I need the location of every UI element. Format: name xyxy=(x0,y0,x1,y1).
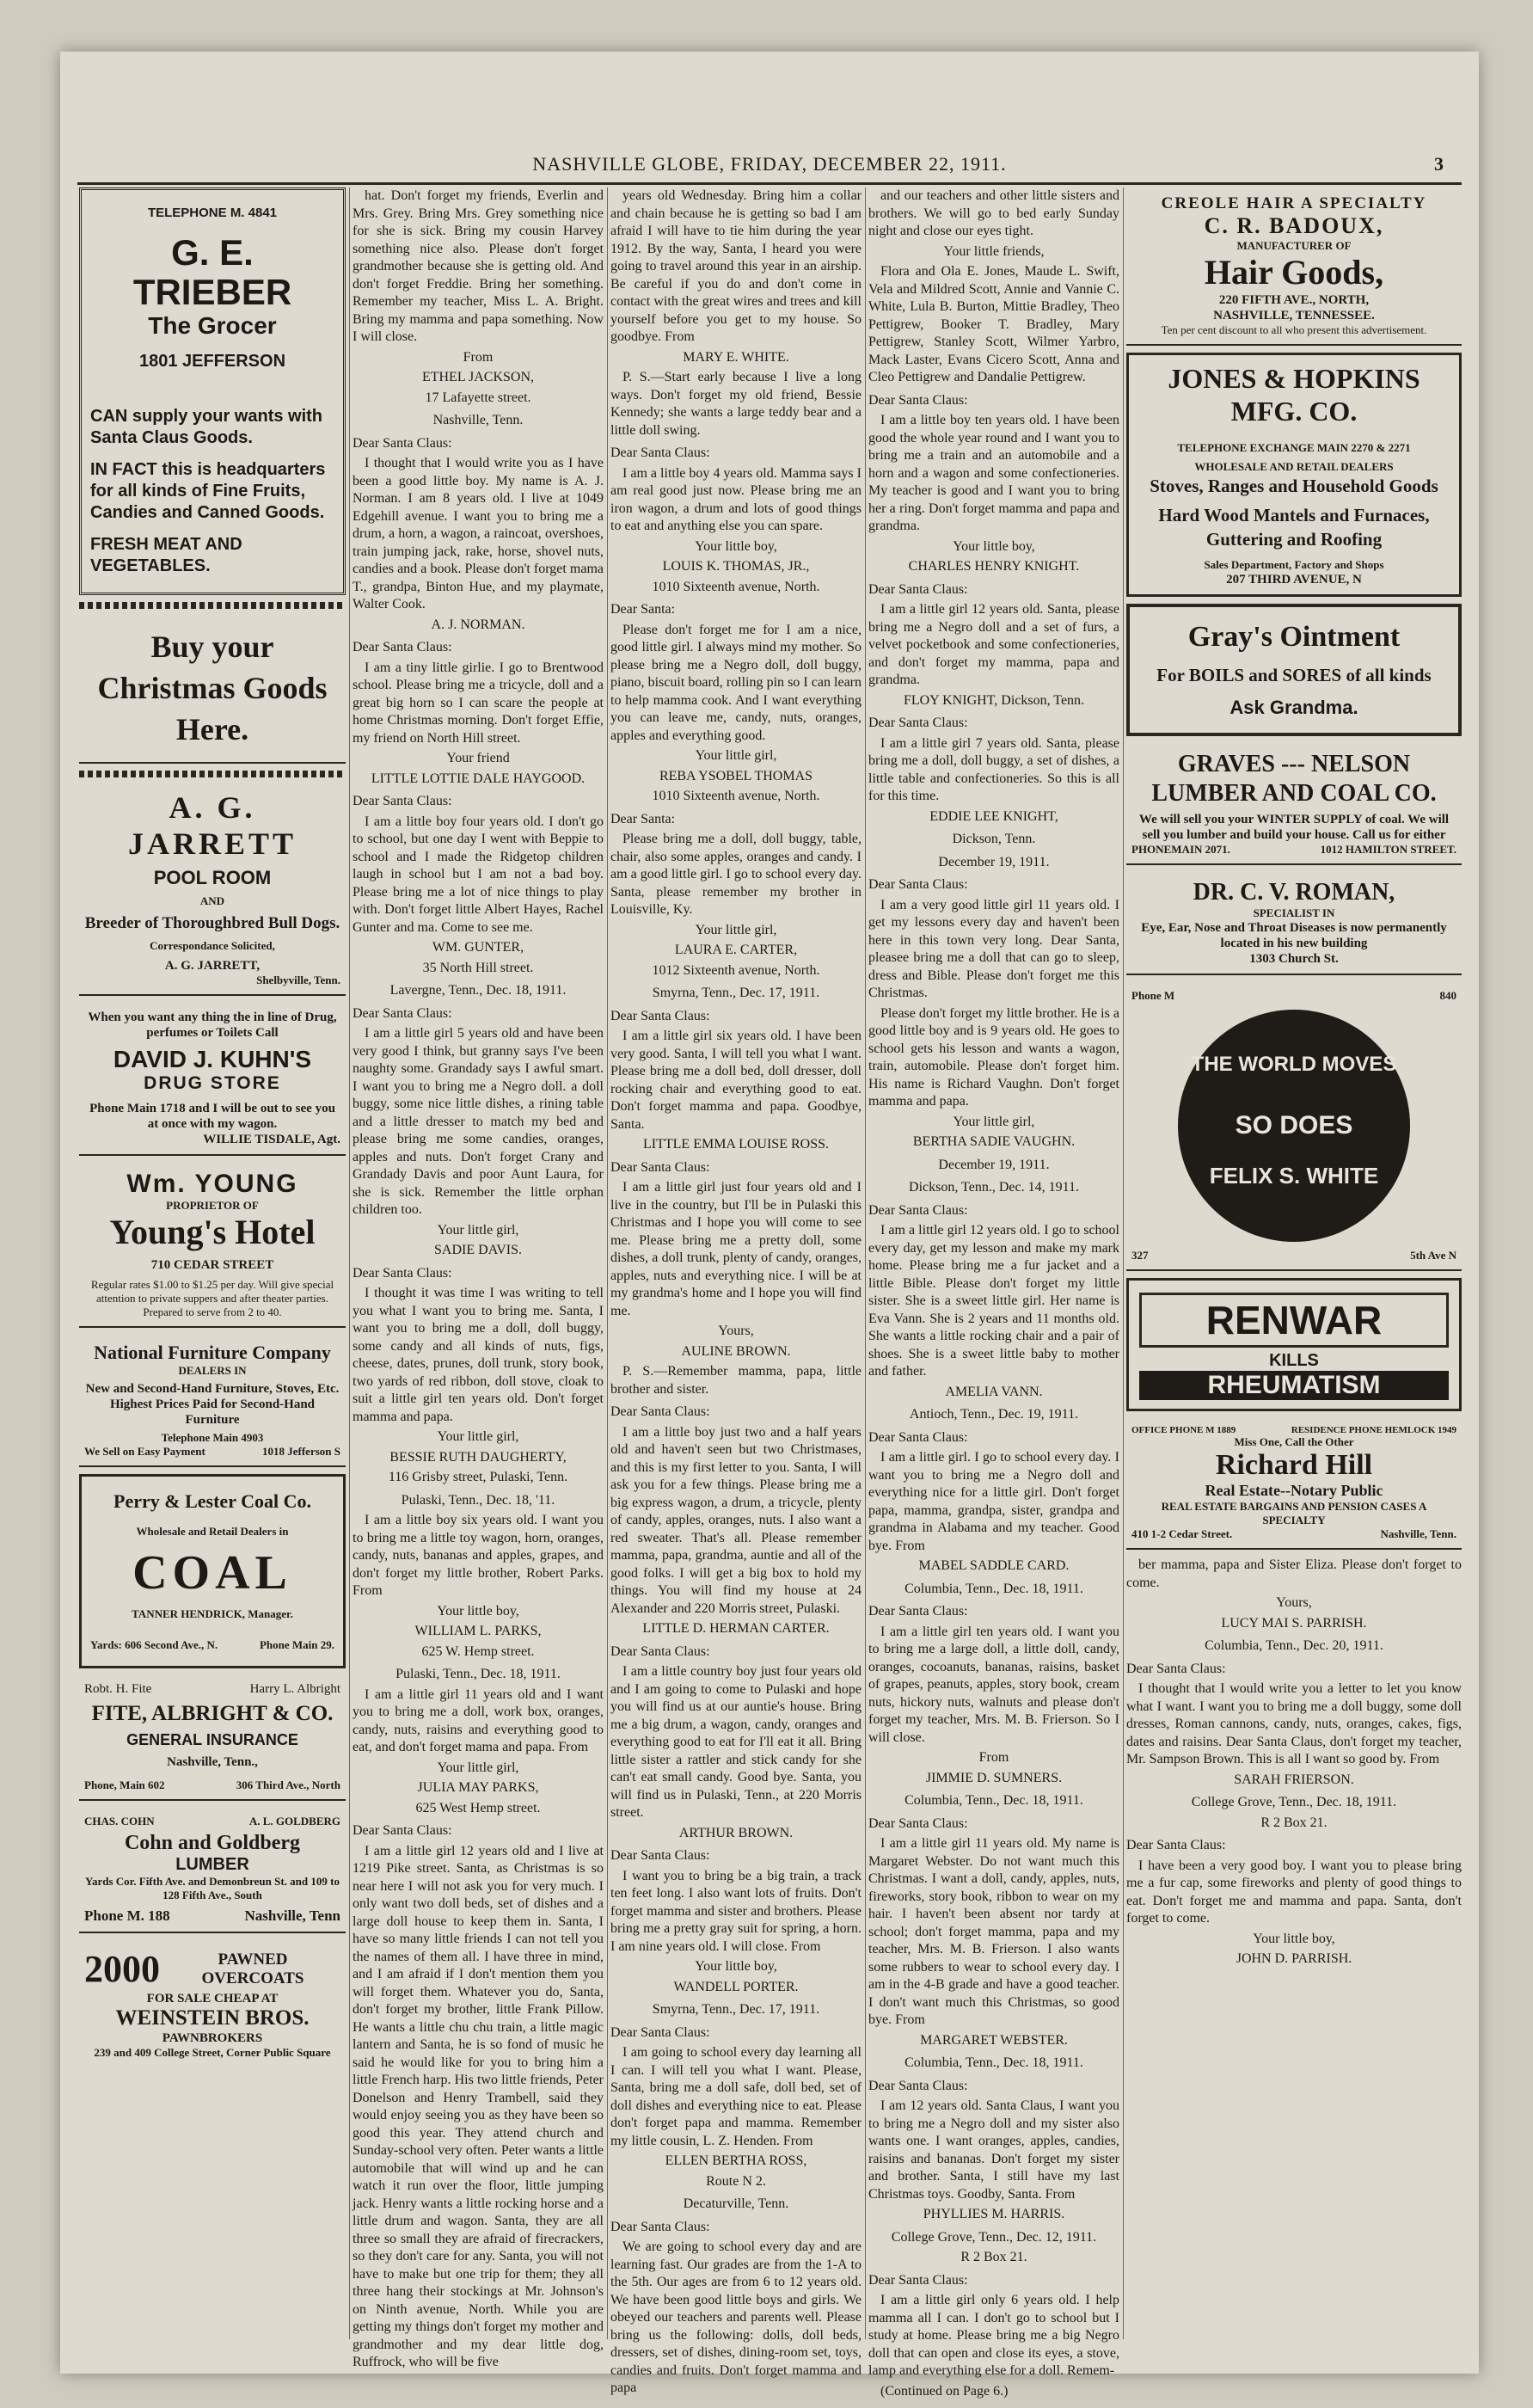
letter-salutation: Dear Santa Claus: xyxy=(353,1265,452,1281)
letter-salutation: Dear Santa Claus: xyxy=(868,392,968,408)
grays-ask: Ask Grandma. xyxy=(1229,697,1358,718)
furniture-desc: New and Second-Hand Furniture, Stoves, Etc. Highest Prices Paid for Second-Hand Furniture xyxy=(85,1382,340,1427)
masthead-title: NASHVILLE GLOBE, FRIDAY, DECEMBER 22, 1911. xyxy=(532,153,1007,175)
letter-paragraph: We are going to school every day and are learning fast. Our grades are from the 1-A to the 5th. Our ages are from 6 to 12 years old. We have been good little boys and girls. We obeyed our teachers and parents well. Please bring us the following: dolls, doll beds, dressers, set of dishes, dining-room set, toys, candies and fruits. Don't forget mamma and papa xyxy=(610,2239,862,2395)
letter-salutation: Dear Santa Claus: xyxy=(610,2219,710,2234)
letter-signature: BERTHA SADIE VAUGHN. xyxy=(912,1134,1076,1149)
letter-dateline: Pulaski, Tenn., Dec. 18, '11. xyxy=(401,1492,555,1508)
letter-paragraph: I am a little girl 12 years old. Santa, please bring me a Negro doll and a set of furs, a velvet pocketbook and some confectioneries, and don't forget my mamma, papa and grandma. xyxy=(868,602,1119,687)
letter-signature: WANDELL PORTER. xyxy=(673,1979,799,1994)
letter-salutation: Dear Santa Claus: xyxy=(610,1848,710,1863)
ad-graves-nelson xyxy=(1126,743,1462,865)
letter-signature: WILLIAM L. PARKS, xyxy=(414,1624,542,1638)
coal-phone: Phone Main 29. xyxy=(259,1638,334,1651)
letter-dateline: Columbia, Tenn., Dec. 18, 1911. xyxy=(904,1793,1083,1808)
letter-signature: Your little girl, xyxy=(437,1760,519,1775)
young-name: Wm. YOUNG xyxy=(126,1170,298,1198)
letter-paragraph: hat. Don't forget my friends, Everlin and Mrs. Grey. Bring Mrs. Grey something nice for she is sick. Bring my cousin Harvey something nice also. Please don't forget grandmother because she is getting old. And don't forget Freddie. Bring her something. Remember my teacher, Miss L. A. Bright. Bring my mamma and papa something. Now I will close. xyxy=(353,188,604,344)
ad-kuhn xyxy=(79,1003,346,1156)
letter-paragraph: I thought it was time I was writing to tell you what I want you to bring me. Santa, I want you to bring me a doll, doll buggy, some candy and all kinds of nuts, figs, cheese, dates, prunes, doll trunk, story book, two yards of red ribbon, doll stove, cloak to suit a little girl ten years old. Don't forget mamma and papa. xyxy=(353,1286,604,1424)
cohn-phone: Phone M. 188 xyxy=(84,1907,170,1924)
letter-salutation: Dear Santa: xyxy=(610,602,676,617)
letter-signature: ELLEN BERTHA ROSS, xyxy=(665,2153,807,2168)
weinstein-sale: FOR SALE CHEAP AT xyxy=(146,1992,279,2006)
newspaper-page xyxy=(60,52,1479,2399)
weinstein-pawned: PAWNED OVERCOATS xyxy=(201,1950,304,1987)
masthead xyxy=(60,153,1479,179)
letter-signature: Your friend xyxy=(446,751,510,765)
letter-dateline: Dickson, Tenn., Dec. 14, 1911. xyxy=(909,1180,1079,1195)
letter-salutation: Dear Santa: xyxy=(610,811,676,826)
kuhn-phone: Phone Main 1718 and I will be out to see you at once with my wagon. xyxy=(89,1102,335,1131)
letter-salutation: Dear Santa Claus: xyxy=(353,1823,452,1838)
weinstein-pawn: PAWNBROKERS xyxy=(162,2031,263,2045)
letter-signature: Your little girl, xyxy=(437,1222,519,1238)
letter-salutation: Dear Santa Claus: xyxy=(353,640,452,654)
coal-name: Perry & Lester Coal Co. xyxy=(113,1490,311,1512)
kuhn-agent: WILLIE TISDALE, Agt. xyxy=(203,1133,340,1146)
jarrett-city: Shelbyville, Tenn. xyxy=(256,974,340,986)
white-phone-left: Phone M xyxy=(1131,989,1175,1002)
badoux-mfr: MANUFACTURER OF xyxy=(1236,239,1352,252)
jarrett-pool: POOL ROOM xyxy=(153,867,272,888)
ad-grays-ointment xyxy=(1126,604,1462,736)
letter-dateline: Antioch, Tenn., Dec. 19, 1911. xyxy=(909,1407,1079,1422)
kuhn-name: DAVID J. KUHN'S xyxy=(113,1046,312,1072)
jones-dealers: WHOLESALE AND RETAIL DEALERS xyxy=(1194,460,1394,473)
letter-paragraph: I thought that I would write you as I have been a good little boy. My name is A. J. Norman. I am 8 years old. I live at 1049 Edgehill avenue. I want you to bring me a drum, a horn, a wagon, a raincoat, overshoes, train jumping jack, rake, horse, shovel nuts, candies and a book. Please don't forget mama T., grandpa, Binton Hue, and my playmate, Walter Cook. xyxy=(353,456,604,611)
letter-salutation: Dear Santa Claus: xyxy=(610,1159,710,1175)
fite-right: Harry L. Albright xyxy=(249,1682,340,1696)
furniture-footer-right: 1018 Jefferson S xyxy=(262,1445,340,1458)
letter-signature: 625 West Hemp street. xyxy=(415,1800,541,1815)
white-line-3: FELIX S. WHITE xyxy=(1209,1163,1379,1189)
ad-richard-hill xyxy=(1126,1418,1462,1550)
white-phone-right: 840 xyxy=(1439,989,1456,1002)
letter-paragraph: I am a little boy just two and a half years old and haven't seen but two Christmases, and this is my first letter to you. Santa, I will ask you for a few things. Please bring me a big express wagon, a drum, a tricycle, plenty of candy, apples, oranges, nuts. I also want a red sweater. That's all. Please remember mamma, papa, grandma, auntie and all of the good folks. I will get a big box to hold my things. You will find my house at 24 Alexander and 220 Morris street, Pulaski. xyxy=(610,1424,862,1616)
cohn-left: CHAS. COHN xyxy=(84,1815,155,1828)
continued-notice: (Continued on Page 6.) xyxy=(880,2383,1009,2399)
letter-signature: Route N 2. xyxy=(706,2173,766,2189)
jarrett-correspondance: Correspondance Solicited, xyxy=(150,939,275,952)
letter-signature: R 2 Box 21. xyxy=(960,2250,1027,2264)
letter-paragraph: and our teachers and other little sisters and brothers. We will go to bed early Sunday night and close our eyes tight. xyxy=(868,188,1119,238)
letter-signature: AMELIA VANN. xyxy=(945,1384,1043,1399)
hill-office-phone: OFFICE PHONE M 1889 xyxy=(1131,1425,1236,1435)
letter-salutation: Dear Santa Claus: xyxy=(868,1604,968,1619)
letter-salutation: Dear Santa Claus: xyxy=(1126,1661,1226,1676)
cohn-name: Cohn and Goldberg xyxy=(124,1832,301,1854)
letter-signature: MARGARET WEBSTER. xyxy=(920,2032,1068,2048)
letter-paragraph: I am a little boy ten years old. I have been good the whole year round and I want you to bring me a train and an automobile and a horn and a wagon and some confectioneries. My teacher is good and I want you to bring her a ring. Don't forget mamma and papa and grandma. xyxy=(868,413,1119,533)
page-number: 3 xyxy=(1434,153,1444,175)
letter-salutation: Dear Santa Claus: xyxy=(1126,1838,1226,1852)
renwar-name: RENWAR xyxy=(1139,1293,1449,1348)
letter-signature: Your little girl, xyxy=(953,1114,1035,1129)
letter-paragraph: I am a little boy 4 years old. Mamma says I am real good just now. Please bring me an iron wagon, a drum and lots of good things to eat and anything else you can spare. xyxy=(610,465,862,533)
masthead-rule xyxy=(77,182,1462,185)
letter-dateline: Columbia, Tenn., Dec. 18, 1911. xyxy=(904,2055,1083,2070)
graves-body: We will sell you your WINTER SUPPLY of coal. We will sell you lumber and build your house. Call us for either xyxy=(1138,813,1450,842)
column-divider xyxy=(865,187,866,2339)
coal-big: COAL xyxy=(132,1546,292,1600)
letter-signature: MARY E. WHITE. xyxy=(683,349,789,365)
letter-signature: LUCY MAI S. PARRISH. xyxy=(1221,1615,1367,1631)
jones-hardwood: Hard Wood Mantels and Furnaces, Guttering and Roofing xyxy=(1158,505,1430,550)
furniture-footer xyxy=(84,1445,340,1459)
ad-roman xyxy=(1126,872,1462,975)
letter-dateline: Decaturville, Tenn. xyxy=(683,2196,789,2211)
hill-miss: Miss One, Call the Other xyxy=(1234,1435,1354,1448)
letter-signature: JIMMIE D. SUMNERS. xyxy=(925,1770,1063,1785)
trieber-name: G. E. TRIEBER xyxy=(132,232,292,312)
letter-signature: SADIE DAVIS. xyxy=(434,1243,522,1257)
coal-yards: Yards: 606 Second Ave., N. xyxy=(90,1638,218,1651)
letter-paragraph: I am a little girl 12 years old and I live at 1219 Pike street. Santa, as Christmas is so near here I will not ask you for very much. I only want two doll beds, set of dishes and a large doll house to keep them in. Santa, I have so many little friends I can not tell you the names of them all. I have three in mind, and I am afraid if I don't mention them you will forget them. Whatever you do, Santa, don't forget my brother, little Frank Pillow. He wants a little chu chu train, a little magic lantern and Santa, he is so fond of music he said he would like for you to bring him a little French harp. His two little friends, Peter Donelson and Henry Trambell, said they would enjoy seeing you as they have been so good this year. They attend church and Sunday-school very often. Peter wants a little automobile that will wind up and he can watch it run over the floor, little jumping jack. Henry wants a little rocking horse and a little drum and wagon. Santa, they are all three so small they are afraid of firecrackers, so they don't care for any. Santa, you will not have to make but one trip for them; they all three hang their stockings at Mr. Johnson's on Ninth avenue, North. While you are getting my things don't forget my mother and grandmother and my dear little dog, Ruffrock, who will be five xyxy=(353,1843,604,2369)
letter-paragraph: I am 12 years old. Santa Claus, I want you to bring me a Negro doll and my sister also wants one. I want oranges, apples, candies, raisins and bananas. Don't forget my sister and brother. Santa, I still have my last Christmas toys. Goodby, Santa. From xyxy=(868,2098,1119,2202)
kuhn-top: When you want any thing the in line of Drug, perfumes or Toilets Call xyxy=(88,1010,337,1040)
jarrett-breeder: Breeder of Thoroughbred Bull Dogs. xyxy=(84,914,340,932)
ad-jarrett xyxy=(79,783,346,996)
letter-paragraph: ber mamma, papa and Sister Eliza. Please don't forget to come. xyxy=(1126,1557,1462,1590)
letter-dateline: Smyrna, Tenn., Dec. 17, 1911. xyxy=(652,2002,820,2017)
furniture-phone: Telephone Main 4903 xyxy=(161,1431,264,1444)
ad-felix-white xyxy=(1126,982,1462,1271)
letter-salutation: Dear Santa Claus: xyxy=(610,1404,710,1419)
letter-signature: AULINE BROWN. xyxy=(681,1343,791,1359)
weinstein-num: 2000 xyxy=(84,1948,160,1990)
letter-signature: R 2 Box 21. xyxy=(1260,1815,1328,1830)
white-address xyxy=(1131,1249,1456,1262)
letter-signature: ETHEL JACKSON, xyxy=(421,370,535,384)
ad-christmas-goods xyxy=(79,614,346,764)
jones-address: 207 THIRD AVENUE, N xyxy=(1226,573,1362,587)
white-line-2: SO DOES xyxy=(1235,1111,1353,1140)
letter-signature: Your little boy, xyxy=(695,538,777,554)
jarrett-name: A. G. JARRETT xyxy=(127,790,297,861)
letter-signature: PHYLLIES M. HARRIS. xyxy=(923,2207,1065,2221)
fite-address: 306 Third Ave., North xyxy=(236,1778,340,1791)
letter-paragraph: I am a little country boy just four years old and I am going to come to Pulaski and hope you will find us at our auntie's house. Bring me a big drum, a wagon, candy, oranges and everything good to eat for I'll eat it all. Bring little sister a rattler and stick candy for she can't eat small candy. Good bye. Santa, you will find us in Pulaski, Tenn., at 220 Morris street. xyxy=(610,1664,862,1820)
ad-national-furniture xyxy=(79,1335,346,1467)
chain-border xyxy=(79,602,346,609)
letter-paragraph: I am a little girl just four years old and I live in the country, but I'll be in Pulaski this Christmas and I hope you will come to see me. Please bring me a pretty doll, some dishes, a doll trunk, plenty of candy, oranges, apples, nuts and everything nice. I will be at my grandma's home and I hope you will find me. xyxy=(610,1180,862,1318)
letter-salutation: Dear Santa Claus: xyxy=(868,1815,968,1831)
chain-border xyxy=(79,771,346,777)
letter-signature: REBA YSOBEL THOMAS xyxy=(659,768,813,783)
ad-cohn-goldberg xyxy=(79,1808,346,1933)
weinstein-name: WEINSTEIN BROS. xyxy=(115,2006,310,2030)
young-address: 710 CEDAR STREET xyxy=(150,1258,274,1272)
graves-phone: PHONEMAIN 2071. xyxy=(1131,843,1230,856)
letter-salutation: Dear Santa Claus: xyxy=(868,581,968,597)
column-divider xyxy=(349,187,350,2339)
ad-perry-lester-coal xyxy=(79,1474,346,1668)
graves-name: GRAVES --- NELSON LUMBER AND COAL CO. xyxy=(1151,751,1437,807)
letter-signature: Your little friends, xyxy=(943,243,1045,259)
renwar-kills: KILLS xyxy=(1269,1351,1319,1370)
young-proprietor: PROPRIETOR OF xyxy=(166,1199,259,1212)
ad-young-hotel xyxy=(79,1163,346,1328)
letter-signature: EDDIE LEE KNIGHT, xyxy=(929,808,1058,824)
weinstein-address: 239 and 409 College Street, Corner Public Square xyxy=(94,2046,331,2059)
letter-salutation: Dear Santa Claus: xyxy=(868,2272,968,2288)
letter-salutation: Dear Santa Claus: xyxy=(868,716,968,730)
letter-dateline: Columbia, Tenn., Dec. 18, 1911. xyxy=(904,1581,1083,1596)
kuhn-store: DRUG STORE xyxy=(144,1073,281,1093)
badoux-goods: Hair Goods, xyxy=(1204,253,1384,292)
letter-signature: LITTLE D. HERMAN CARTER. xyxy=(642,1621,830,1636)
graves-footer xyxy=(1131,843,1456,857)
letter-signature: Yours, xyxy=(1276,1595,1312,1610)
letter-signature: 17 Lafayette street. xyxy=(425,390,531,405)
fite-city: Nashville, Tenn., xyxy=(167,1755,258,1769)
letter-dateline: Columbia, Tenn., Dec. 20, 1911. xyxy=(1205,1638,1383,1653)
letter-paragraph: Please bring me a doll, doll buggy, table, chair, also some apples, oranges and candy. I am a good little girl. I go to school every day. Santa, please remember my brother in Louisville, Ky. xyxy=(610,832,862,917)
letter-paragraph: P. S.—Remember mamma, papa, little brother and sister. xyxy=(610,1364,862,1397)
cohn-right: A. L. GOLDBERG xyxy=(248,1815,340,1828)
world-moves-logo xyxy=(1178,1010,1410,1242)
trieber-body-3: FRESH MEAT AND VEGETABLES. xyxy=(90,535,242,575)
letter-signature: Your little boy, xyxy=(695,1959,777,1974)
column-divider xyxy=(607,187,608,2339)
furniture-dealers: DEALERS IN xyxy=(178,1364,247,1377)
hill-address: 410 1-2 Cedar Street. xyxy=(1131,1527,1233,1540)
roman-specialist: SPECIALIST IN xyxy=(1253,906,1335,919)
letter-signature: Your little girl, xyxy=(437,1429,519,1444)
coal-sub: Wholesale and Retail Dealers in xyxy=(136,1525,289,1538)
trieber-address: 1801 JEFFERSON xyxy=(138,352,286,371)
grays-name: Gray's Ointment xyxy=(1187,621,1401,653)
letter-salutation: Dear Santa Claus: xyxy=(868,1429,968,1445)
letter-salutation: Dear Santa Claus: xyxy=(610,445,710,460)
letter-signature: Your little boy, xyxy=(953,538,1035,554)
letter-signature: 116 Grisby street, Pulaski, Tenn. xyxy=(388,1470,568,1484)
letter-signature: JOHN D. PARRISH. xyxy=(1236,1951,1352,1966)
letter-paragraph: I am a little girl 11 years old. My name is Margaret Webster. Do not want much this Christmas. I want a doll, candy, apples, nuts, fireworks, story book, ribbon to wear on my hair. I haven't been absent nor tardy at school; don't forget mamma, papa and my teacher, Mrs. M. B. Frierson. I also wants some rubbers to wear to school every day. I am in the 4-B grade and have a good teacher. I don't want much this Christmas, so good bye. From xyxy=(868,1836,1119,2027)
letter-paragraph: I am a little girl 12 years old. I go to school every day, get my lesson and make my mark home. Please bring me a fur jacket and a little Bible. Please don't forget my little sister. She is a sweet little girl. Her name is Eva Vann. She is 2 years and 11 months old. She wants a little rocking chair and a pair of shoes. She is a sweet little baby to mother and father. xyxy=(868,1223,1119,1379)
jones-name: JONES & HOPKINS MFG. CO. xyxy=(1168,363,1420,427)
letter-signature: 1010 Sixteenth avenue, North. xyxy=(652,579,820,594)
white-phone xyxy=(1131,989,1456,1003)
letter-signature: 35 North Hill street. xyxy=(422,960,534,975)
letter-dateline: Lavergne, Tenn., Dec. 18, 1911. xyxy=(389,983,567,998)
letter-signature: Your little girl, xyxy=(695,922,777,937)
letter-paragraph: I have been a very good boy. I want you to please bring me a fur cap, some fireworks and plenty of good things to eat. Don't forget me and mamma and papa. Santa, don't forget to come. xyxy=(1126,1858,1462,1926)
letter-salutation: Dear Santa Claus: xyxy=(353,794,452,808)
letter-paragraph: I am a little boy six years old. I want you to bring me a little toy wagon, horn, oranges, candy, nuts, bananas and apples, grapes, and don't forget my little brother, Robert Parks. From xyxy=(353,1513,604,1598)
letter-signature: Your little girl, xyxy=(695,748,777,763)
fite-phone: Phone, Main 602 xyxy=(84,1778,165,1791)
letter-dateline: Nashville, Tenn. xyxy=(432,413,524,427)
letter-dateline: Pulaski, Tenn., Dec. 18, 1911. xyxy=(396,1667,561,1681)
furniture-name: National Furniture Company xyxy=(94,1342,331,1363)
letter-paragraph: I am going to school every day learning all I can. I will tell you what I want. Please, Santa, bring me a doll safe, doll bed, set of doll dishes and everything nice to eat. Please don't forget papa and mamma. Remember my little cousin, L. Z. Henden. From xyxy=(610,2045,862,2148)
letter-dateline: College Grove, Tenn., Dec. 12, 1911. xyxy=(891,2229,1097,2245)
cohn-lumber: LUMBER xyxy=(175,1855,249,1874)
letter-signature: Your little boy, xyxy=(437,1603,519,1619)
weinstein-top xyxy=(84,1947,340,1991)
ad-jones-hopkins xyxy=(1126,353,1462,597)
white-line-1: THE WORLD MOVES xyxy=(1191,1053,1397,1076)
ad-weinstein xyxy=(79,1940,346,2067)
coal-footer xyxy=(90,1638,334,1652)
letter-salutation: Dear Santa Claus: xyxy=(353,1005,452,1021)
hill-residence-phone: RESIDENCE PHONE HEMLOCK 1949 xyxy=(1291,1425,1456,1435)
white-bottom-left: 327 xyxy=(1131,1249,1149,1262)
letter-signature: 625 W. Hemp street. xyxy=(421,1643,535,1659)
letter-salutation: Dear Santa Claus: xyxy=(868,1202,968,1218)
ad-fite-albright xyxy=(79,1675,346,1801)
letter-paragraph: P. S.—Start early because I live a long ways. Don't forget my old friend, Bessie Kennedy; she wants a large teddy bear and a little doll swing. xyxy=(610,370,862,438)
letter-signature: 1010 Sixteenth avenue, North. xyxy=(652,789,820,803)
badoux-name: C. R. BADOUX, xyxy=(1204,213,1384,238)
ad-badoux xyxy=(1126,187,1462,346)
letter-salutation: Dear Santa Claus: xyxy=(353,435,452,451)
hill-name: Richard Hill xyxy=(1215,1449,1373,1481)
jones-sales: Sales Department, Factory and Shops xyxy=(1204,558,1384,571)
letter-paragraph: Please don't forget me for I am a nice, good little girl. I always mind my mother. So please bring me a Negro doll, doll buggy, piano, biscuit board, rolling pin so I can learn to help mamma cook. And I want everything you can leave me, candy, nuts, oranges, apples and everything good. xyxy=(610,622,862,743)
ad-column-left xyxy=(79,187,346,2339)
badoux-top: CREOLE HAIR A SPECIALTY xyxy=(1161,194,1427,212)
hill-bargains: REAL ESTATE BARGAINS AND PENSION CASES A SPECIALTY xyxy=(1161,1500,1427,1526)
furniture-footer-left: We Sell on Easy Payment xyxy=(84,1445,205,1458)
letter-paragraph: I am a little girl 7 years old. Santa, please bring me a doll, doll buggy, a set of dishes, a little table and confectioneries. So this is all for this time. xyxy=(868,735,1119,803)
christmas-goods-text: Buy your Christmas Goods Here. xyxy=(97,630,328,746)
letter-signature: JULIA MAY PARKS, xyxy=(417,1780,539,1795)
letter-signature: Your little boy, xyxy=(1253,1931,1335,1946)
ad-renwar xyxy=(1126,1278,1462,1411)
letter-salutation: Dear Santa Claus: xyxy=(868,877,968,892)
letters-column-2 xyxy=(353,187,604,2369)
letter-paragraph: I am a little girl ten years old. I want you to bring me a large doll, a little doll, candy, oranges, cocoanuts, bananas, raisins, basket of grapes, peanuts, apples, story book, cream nuts, hickory nuts, walnuts and please don't forget my teacher, Mrs. M. B. Frierson. So I will close. xyxy=(868,1624,1119,1745)
letters-column-4 xyxy=(868,187,1119,2399)
letter-paragraph: Please don't forget my little brother. He is a good little boy and is 9 years old. He goes to school gets his lesson and wants a wagon, train, automobile. Please don't forget him. His name is Richard Vaughn. Don't forget mamma and papa. xyxy=(868,1005,1119,1109)
letter-signature: From xyxy=(463,349,494,365)
fite-insurance: GENERAL INSURANCE xyxy=(126,1731,298,1748)
letter-salutation: Dear Santa Claus: xyxy=(610,1008,710,1023)
letter-signature: FLOY KNIGHT, Dickson, Tenn. xyxy=(903,692,1085,708)
letter-salutation: Dear Santa Claus: xyxy=(868,2078,968,2093)
letter-signature: SARAH FRIERSON. xyxy=(1234,1772,1354,1787)
trieber-sub: The Grocer xyxy=(148,312,277,339)
letter-paragraph: Flora and Ola E. Jones, Maude L. Swift, Vela and Mildred Scott, Annie and Vannie C. White, Lula B. Burton, Mittie Bradley, Theo Pettigrew, Booker T. Bradley, Mary Pettigrew, Stanley Scott, Wilmer Yarbro, Mack Laster, Evans Cicero Scott, Anna and Cleo Pettigrew and Dandalie Pettigrew. xyxy=(868,264,1119,384)
roman-address: 1303 Church St. xyxy=(1249,952,1339,966)
letter-signature: BESSIE RUTH DAUGHERTY, xyxy=(389,1449,567,1465)
letter-paragraph: I am a very good little girl 11 years old. I get my lessons every day and haven't been here in this town very long. Dear Santa, pleasee bring me a doll that can go to sleep, dress and Bible. Please don't forget me this Christmas. xyxy=(868,897,1119,1000)
letter-dateline: December 19, 1911. xyxy=(938,854,1050,869)
roman-body: Eye, Ear, Nose and Throat Diseases is now permanently located in his new building xyxy=(1141,921,1447,950)
letter-dateline: College Grove, Tenn., Dec. 18, 1911. xyxy=(1191,1795,1397,1809)
young-rates: Regular rates $1.00 to $1.25 per day. Will give special attention to private suppers and after theater parties. Prepared to serve from 2 to 40. xyxy=(90,1278,334,1318)
jones-goods: Stoves, Ranges and Household Goods xyxy=(1150,476,1438,496)
fite-partners xyxy=(84,1682,340,1697)
letter-paragraph: I am a little girl only 6 years old. I help mamma all I can. I don't go to school but I study at home. Please bring me a big Negro doll that can open and close its eyes, a stove, lamp and everything else for a doll. Remem- xyxy=(868,2293,1119,2378)
fite-name: FITE, ALBRIGHT & CO. xyxy=(91,1702,334,1725)
letter-signature: A. J. NORMAN. xyxy=(431,617,525,632)
letter-dateline: Dickson, Tenn. xyxy=(952,832,1036,846)
badoux-discount: Ten per cent discount to all who present this advertisement. xyxy=(1161,323,1427,336)
letter-paragraph: years old Wednesday. Bring him a collar and chain because he is getting so bad I am afraid I will have to tie him during the year 1912. By the way, Santa, I heard you were going to travel around this year in an airship. Be careful if you do and don't come in contact with the great wires and trees and kill yourself before you get to my house. So goodbye. From xyxy=(610,188,862,344)
trieber-body-2: IN FACT this is headquarters for all kinds of Fine Fruits, Candies and Canned Goods. xyxy=(90,460,326,522)
letter-dateline: December 19, 1911. xyxy=(938,1157,1050,1172)
badoux-city: NASHVILLE, TENNESSEE. xyxy=(1213,309,1375,322)
letter-signature: LITTLE EMMA LOUISE ROSS. xyxy=(643,1137,829,1152)
letter-paragraph: I am a little boy four years old. I don't go to school, but one day I went with Beppie to school and I made the Ridgetop children laugh in school but I am not a bad boy. Please bring me a lot of nice things to play with. Don't forget little Albert Hayes, Rachel Gunter and ma. Come to see me. xyxy=(353,814,604,935)
trieber-phone: TELEPHONE M. 4841 xyxy=(147,206,278,220)
letter-signature: 1012 Sixteenth avenue, North. xyxy=(652,962,820,978)
hill-city: Nashville, Tenn. xyxy=(1380,1527,1456,1540)
cohn-footer xyxy=(84,1907,340,1925)
jarrett-name-2: A. G. JARRETT, xyxy=(164,959,261,973)
white-bottom-right: 5th Ave N xyxy=(1410,1249,1456,1262)
letter-paragraph: I am a tiny little girlie. I go to Brentwood school. Please bring me a tricycle, doll and a great big horn so I can scare the people at home Christmas morning. Don't forget Effie, my friend on North Hill street. xyxy=(353,660,604,746)
letter-salutation: Dear Santa Claus: xyxy=(610,2024,710,2040)
letter-paragraph: I am a little girl 11 years old and I want you to bring me a doll, work box, oranges, candy, nuts, raisins and everything good to eat, and don't forget mama and papa. From xyxy=(353,1686,604,1754)
cohn-city: Nashville, Tenn xyxy=(244,1907,340,1924)
fite-footer xyxy=(84,1778,340,1792)
jarrett-and: AND xyxy=(199,894,225,907)
fite-left: Robt. H. Fite xyxy=(84,1682,152,1696)
letters-column-5 xyxy=(1126,1557,1462,1969)
graves-address: 1012 HAMILTON STREET. xyxy=(1320,843,1456,856)
roman-name: DR. C. V. ROMAN, xyxy=(1193,879,1395,906)
cohn-partners xyxy=(84,1815,340,1828)
letter-paragraph: I am a little girl six years old. I have been very good. Santa, I will tell you what I want. Please bring me a doll bed, doll dresser, doll rocking chair and everything good to eat. Don't forget mamma and papa. Goodbye, Santa. xyxy=(610,1029,862,1132)
letter-signature: LITTLE LOTTIE DALE HAYGOOD. xyxy=(371,771,586,786)
letter-salutation: Dear Santa Claus: xyxy=(610,1643,710,1659)
ad-column-right xyxy=(1126,187,1462,2339)
letter-dateline: Smyrna, Tenn., Dec. 17, 1911. xyxy=(652,986,820,1000)
hill-phones xyxy=(1131,1425,1456,1435)
young-hotel: Young's Hotel xyxy=(109,1213,316,1251)
column-divider xyxy=(1123,187,1124,2339)
hill-footer xyxy=(1131,1527,1456,1541)
letter-signature: Yours, xyxy=(718,1324,754,1338)
badoux-address: 220 FIFTH AVE., NORTH, xyxy=(1218,293,1370,307)
letter-paragraph: I thought that I would write you a letter to let you know what I want. I want you to bring me a doll buggy, some doll dresses, Roman cannons, candy, nuts, oranges, cakes, figs, dates and raisins. Dear Santa Claus, don't forget my teacher, Mr. Sampson Brown. This is all I want so good by. From xyxy=(1126,1681,1462,1766)
cohn-yards: Yards Cor. Fifth Ave. and Demonbreun St. and 109 to 128 Fifth Ave., South xyxy=(85,1875,340,1901)
trieber-body-1: CAN supply your wants with Santa Claus Goods. xyxy=(90,407,323,447)
letter-paragraph: I am a little girl. I go to school every day. I want you to bring me a Negro doll and everything nice for a little girl. Don't forget papa, mamma, grandpa, sister, grandpa and grandma in Alabama and my teacher. Good bye. From xyxy=(868,1450,1119,1553)
jones-phone: TELEPHONE EXCHANGE MAIN 2270 & 2271 xyxy=(1177,441,1411,454)
letter-signature: MABEL SADDLE CARD. xyxy=(918,1558,1070,1573)
hill-title: Real Estate--Notary Public xyxy=(1205,1482,1383,1499)
renwar-rheumatism: RHEUMATISM xyxy=(1139,1371,1449,1400)
letter-signature: From xyxy=(978,1750,1009,1765)
letters-column-3 xyxy=(610,187,862,2395)
grays-for: For BOILS and SORES of all kinds xyxy=(1156,665,1432,685)
ad-trieber xyxy=(79,187,346,595)
letter-signature: ARTHUR BROWN. xyxy=(678,1825,794,1840)
coal-manager: TANNER HENDRICK, Manager. xyxy=(132,1607,293,1620)
letter-paragraph: I am a little girl 5 years old and have been very good I think, but granny says I've been naughty some. Grandady says I awful smart. I want you to bring me a Negro doll. a doll buggy, some nice little dishes, a rining table and a little dresser to match my bed and please bring me some candies, oranges, apples and nuts. Don't forget Crany and Grandady Davis and poor Aunt Laura, for she is sick. Remember the little orphan children too. xyxy=(353,1026,604,1217)
letter-signature: LAURA E. CARTER, xyxy=(674,943,798,957)
letter-signature: CHARLES HENRY KNIGHT. xyxy=(908,559,1080,574)
letter-signature: LOUIS K. THOMAS, JR., xyxy=(662,559,810,574)
letter-paragraph: I want you to bring be a big train, a track ten feet long. I also want lots of fruits. Don't forget mamma and sister and brothers. Please bring me a pretty gray suit for spring, a horn. I am nine years old. I will close. From xyxy=(610,1868,862,1954)
letter-signature: WM. GUNTER, xyxy=(432,940,524,955)
